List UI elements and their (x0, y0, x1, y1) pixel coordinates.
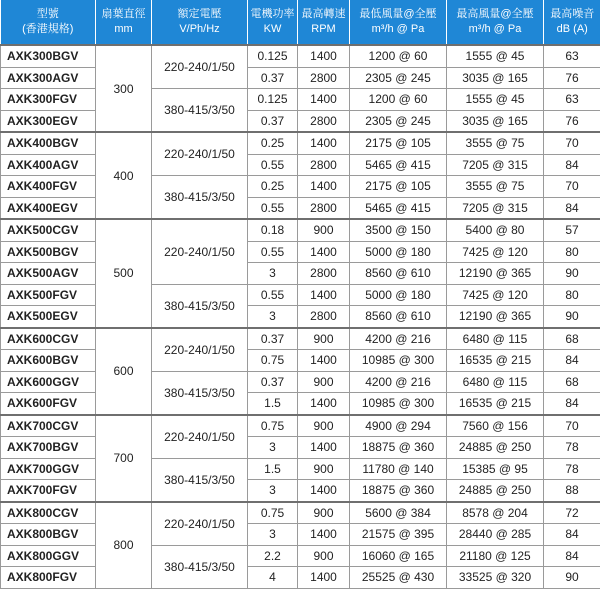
speed-cell: 1400 (298, 393, 350, 415)
noise-cell: 84 (544, 393, 600, 415)
power-cell: 0.25 (248, 176, 298, 198)
max-airflow-cell: 24885 @ 250 (447, 480, 544, 502)
table-row (1, 437, 600, 459)
speed-cell: 1400 (298, 567, 350, 589)
noise-cell: 84 (544, 197, 600, 219)
diameter-cell: 300 (96, 45, 152, 132)
model-cell: AXK600GGV (1, 371, 96, 393)
min-airflow-cell: 2305 @ 245 (350, 110, 447, 132)
power-cell: 0.75 (248, 350, 298, 372)
speed-cell: 2800 (298, 197, 350, 219)
min-airflow-cell: 8560 @ 610 (350, 306, 447, 328)
voltage-cell: 380-415/3/50 (152, 176, 248, 220)
header-speed: 最高轉速 RPM (298, 0, 350, 45)
speed-cell: 2800 (298, 154, 350, 176)
noise-cell: 78 (544, 458, 600, 480)
speed-cell: 1400 (298, 89, 350, 111)
header-min-airflow: 最低風量@全壓 m³/h @ Pa (350, 0, 447, 45)
model-cell: AXK600BGV (1, 350, 96, 372)
model-cell: AXK500AGV (1, 263, 96, 285)
noise-cell: 63 (544, 89, 600, 111)
min-airflow-cell: 5465 @ 415 (350, 154, 447, 176)
max-airflow-cell: 15385 @ 95 (447, 458, 544, 480)
noise-cell: 80 (544, 284, 600, 306)
noise-cell: 84 (544, 545, 600, 567)
max-airflow-cell: 7205 @ 315 (447, 154, 544, 176)
speed-cell: 900 (298, 545, 350, 567)
power-cell: 4 (248, 567, 298, 589)
diameter-cell: 600 (96, 328, 152, 415)
power-cell: 3 (248, 263, 298, 285)
max-airflow-cell: 3555 @ 75 (447, 176, 544, 198)
table-row (1, 502, 600, 524)
power-cell: 0.55 (248, 241, 298, 263)
max-airflow-cell: 6480 @ 115 (447, 371, 544, 393)
table-row (1, 306, 600, 328)
power-cell: 3 (248, 437, 298, 459)
model-cell: AXK300AGV (1, 67, 96, 89)
noise-cell: 84 (544, 524, 600, 546)
model-cell: AXK500BGV (1, 241, 96, 263)
diameter-cell: 800 (96, 502, 152, 589)
table-row (1, 545, 600, 567)
max-airflow-cell: 3035 @ 165 (447, 110, 544, 132)
table-row (1, 45, 600, 67)
power-cell: 0.25 (248, 132, 298, 154)
power-cell: 0.37 (248, 328, 298, 350)
max-airflow-cell: 12190 @ 365 (447, 306, 544, 328)
model-cell: AXK800CGV (1, 502, 96, 524)
model-cell: AXK400AGV (1, 154, 96, 176)
model-cell: AXK600FGV (1, 393, 96, 415)
model-cell: AXK500CGV (1, 219, 96, 241)
speed-cell: 1400 (298, 284, 350, 306)
table-row (1, 328, 600, 350)
max-airflow-cell: 28440 @ 285 (447, 524, 544, 546)
min-airflow-cell: 10985 @ 300 (350, 393, 447, 415)
min-airflow-cell: 5000 @ 180 (350, 241, 447, 263)
noise-cell: 90 (544, 567, 600, 589)
noise-cell: 72 (544, 502, 600, 524)
noise-cell: 68 (544, 371, 600, 393)
model-cell: AXK300FGV (1, 89, 96, 111)
min-airflow-cell: 4900 @ 294 (350, 415, 447, 437)
table-row (1, 480, 600, 502)
speed-cell: 900 (298, 328, 350, 350)
power-cell: 0.37 (248, 110, 298, 132)
header-noise: 最高噪音 dB (A) (544, 0, 600, 45)
max-airflow-cell: 7205 @ 315 (447, 197, 544, 219)
power-cell: 0.125 (248, 89, 298, 111)
max-airflow-cell: 16535 @ 215 (447, 350, 544, 372)
power-cell: 0.55 (248, 154, 298, 176)
noise-cell: 84 (544, 350, 600, 372)
voltage-cell: 380-415/3/50 (152, 545, 248, 588)
model-cell: AXK500FGV (1, 284, 96, 306)
min-airflow-cell: 18875 @ 360 (350, 480, 447, 502)
min-airflow-cell: 2175 @ 105 (350, 176, 447, 198)
max-airflow-cell: 7560 @ 156 (447, 415, 544, 437)
speed-cell: 2800 (298, 110, 350, 132)
max-airflow-cell: 16535 @ 215 (447, 393, 544, 415)
table-row (1, 89, 600, 111)
noise-cell: 90 (544, 306, 600, 328)
min-airflow-cell: 18875 @ 360 (350, 437, 447, 459)
speed-cell: 1400 (298, 241, 350, 263)
header-model: 型號 (香港規格) (1, 0, 96, 45)
model-cell: AXK800GGV (1, 545, 96, 567)
table-row (1, 284, 600, 306)
header-diameter: 扇葉直徑 mm (96, 0, 152, 45)
noise-cell: 88 (544, 480, 600, 502)
speed-cell: 2800 (298, 306, 350, 328)
speed-cell: 1400 (298, 45, 350, 67)
header-max-airflow: 最高風量@全壓 m³/h @ Pa (447, 0, 544, 45)
table-row (1, 415, 600, 437)
max-airflow-cell: 7425 @ 120 (447, 284, 544, 306)
table-row (1, 567, 600, 589)
table-row (1, 263, 600, 285)
max-airflow-cell: 8578 @ 204 (447, 502, 544, 524)
speed-cell: 1400 (298, 480, 350, 502)
model-cell: AXK400FGV (1, 176, 96, 198)
table-row (1, 393, 600, 415)
voltage-cell: 220-240/1/50 (152, 45, 248, 89)
max-airflow-cell: 12190 @ 365 (447, 263, 544, 285)
model-cell: AXK300BGV (1, 45, 96, 67)
power-cell: 2.2 (248, 545, 298, 567)
speed-cell: 1400 (298, 350, 350, 372)
table-row (1, 176, 600, 198)
table-row (1, 219, 600, 241)
min-airflow-cell: 5600 @ 384 (350, 502, 447, 524)
model-cell: AXK700FGV (1, 480, 96, 502)
model-cell: AXK400EGV (1, 197, 96, 219)
power-cell: 0.37 (248, 371, 298, 393)
max-airflow-cell: 24885 @ 250 (447, 437, 544, 459)
spec-body (1, 45, 600, 588)
table-row (1, 350, 600, 372)
power-cell: 0.75 (248, 415, 298, 437)
max-airflow-cell: 1555 @ 45 (447, 89, 544, 111)
power-cell: 0.18 (248, 219, 298, 241)
voltage-cell: 380-415/3/50 (152, 458, 248, 502)
min-airflow-cell: 11780 @ 140 (350, 458, 447, 480)
min-airflow-cell: 4200 @ 216 (350, 328, 447, 350)
min-airflow-cell: 16060 @ 165 (350, 545, 447, 567)
noise-cell: 76 (544, 110, 600, 132)
table-row (1, 67, 600, 89)
min-airflow-cell: 10985 @ 300 (350, 350, 447, 372)
table-row (1, 524, 600, 546)
power-cell: 3 (248, 524, 298, 546)
speed-cell: 1400 (298, 524, 350, 546)
noise-cell: 84 (544, 154, 600, 176)
table-row (1, 132, 600, 154)
model-cell: AXK600CGV (1, 328, 96, 350)
diameter-cell: 500 (96, 219, 152, 328)
min-airflow-cell: 2175 @ 105 (350, 132, 447, 154)
voltage-cell: 220-240/1/50 (152, 502, 248, 546)
model-cell: AXK400BGV (1, 132, 96, 154)
min-airflow-cell: 8560 @ 610 (350, 263, 447, 285)
voltage-cell: 220-240/1/50 (152, 132, 248, 176)
min-airflow-cell: 21575 @ 395 (350, 524, 447, 546)
voltage-cell: 380-415/3/50 (152, 371, 248, 415)
table-row (1, 110, 600, 132)
min-airflow-cell: 4200 @ 216 (350, 371, 447, 393)
power-cell: 0.55 (248, 284, 298, 306)
speed-cell: 2800 (298, 67, 350, 89)
speed-cell: 1400 (298, 132, 350, 154)
model-cell: AXK700GGV (1, 458, 96, 480)
speed-cell: 1400 (298, 437, 350, 459)
model-cell: AXK800FGV (1, 567, 96, 589)
table-row (1, 458, 600, 480)
noise-cell: 76 (544, 67, 600, 89)
min-airflow-cell: 5000 @ 180 (350, 284, 447, 306)
min-airflow-cell: 1200 @ 60 (350, 45, 447, 67)
min-airflow-cell: 3500 @ 150 (350, 219, 447, 241)
voltage-cell: 380-415/3/50 (152, 89, 248, 133)
voltage-cell: 220-240/1/50 (152, 219, 248, 284)
max-airflow-cell: 7425 @ 120 (447, 241, 544, 263)
table-row (1, 371, 600, 393)
speed-cell: 900 (298, 458, 350, 480)
power-cell: 0.125 (248, 45, 298, 67)
min-airflow-cell: 5465 @ 415 (350, 197, 447, 219)
voltage-cell: 380-415/3/50 (152, 284, 248, 328)
diameter-cell: 400 (96, 132, 152, 219)
power-cell: 0.37 (248, 67, 298, 89)
noise-cell: 78 (544, 437, 600, 459)
header-voltage: 額定電壓 V/Ph/Hz (152, 0, 248, 45)
max-airflow-cell: 6480 @ 115 (447, 328, 544, 350)
max-airflow-cell: 3555 @ 75 (447, 132, 544, 154)
min-airflow-cell: 2305 @ 245 (350, 67, 447, 89)
noise-cell: 70 (544, 176, 600, 198)
max-airflow-cell: 1555 @ 45 (447, 45, 544, 67)
min-airflow-cell: 1200 @ 60 (350, 89, 447, 111)
noise-cell: 90 (544, 263, 600, 285)
max-airflow-cell: 21180 @ 125 (447, 545, 544, 567)
power-cell: 0.75 (248, 502, 298, 524)
noise-cell: 70 (544, 415, 600, 437)
speed-cell: 900 (298, 219, 350, 241)
model-cell: AXK500EGV (1, 306, 96, 328)
speed-cell: 2800 (298, 263, 350, 285)
speed-cell: 1400 (298, 176, 350, 198)
table-row (1, 154, 600, 176)
table-row (1, 197, 600, 219)
min-airflow-cell: 25525 @ 430 (350, 567, 447, 589)
noise-cell: 68 (544, 328, 600, 350)
diameter-cell: 700 (96, 415, 152, 502)
max-airflow-cell: 5400 @ 80 (447, 219, 544, 241)
power-cell: 1.5 (248, 458, 298, 480)
power-cell: 3 (248, 306, 298, 328)
noise-cell: 57 (544, 219, 600, 241)
speed-cell: 900 (298, 415, 350, 437)
noise-cell: 63 (544, 45, 600, 67)
noise-cell: 80 (544, 241, 600, 263)
voltage-cell: 220-240/1/50 (152, 328, 248, 372)
table-row (1, 241, 600, 263)
model-cell: AXK800BGV (1, 524, 96, 546)
power-cell: 1.5 (248, 393, 298, 415)
max-airflow-cell: 33525 @ 320 (447, 567, 544, 589)
model-cell: AXK700BGV (1, 437, 96, 459)
header-power: 電機功率 KW (248, 0, 298, 45)
power-cell: 0.55 (248, 197, 298, 219)
speed-cell: 900 (298, 371, 350, 393)
speed-cell: 900 (298, 502, 350, 524)
header-row (1, 0, 600, 45)
max-airflow-cell: 3035 @ 165 (447, 67, 544, 89)
noise-cell: 70 (544, 132, 600, 154)
model-cell: AXK700CGV (1, 415, 96, 437)
voltage-cell: 220-240/1/50 (152, 415, 248, 459)
power-cell: 3 (248, 480, 298, 502)
model-cell: AXK300EGV (1, 110, 96, 132)
